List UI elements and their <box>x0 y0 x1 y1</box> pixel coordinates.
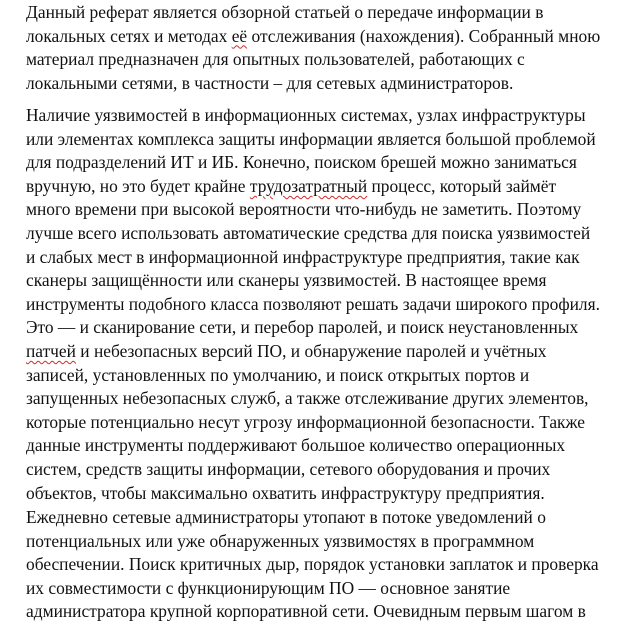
text-line: лучше всего использовать автоматические средства для поиска уязвимостей <box>26 222 591 243</box>
text-line: данные инструменты поддерживают большое количество операционных <box>26 435 566 456</box>
text-line: обеспечении. Поиск критичных дыр, порядок установки заплаток и проверка <box>26 554 599 575</box>
text-line: записей, установленных по умолчанию, и поиск открытых портов и <box>26 364 530 385</box>
text-line: сканеры защищённости или сканеры уязвимостей. В настоящее время <box>26 270 547 291</box>
text-line: Наличие уязвимостей в информационных системах, узлах инфраструктуры <box>26 105 586 125</box>
paragraph-intro <box>26 1 600 95</box>
text-line: которые потенциально несут угрозу информационной безопасности. Также <box>26 411 586 432</box>
text-line: объектов, чтобы максимально охватить инфраструктуру предприятия. <box>26 482 545 503</box>
paragraph-admins <box>26 506 599 624</box>
spellcheck-underlined-word[interactable]: трудозатратный <box>249 175 368 196</box>
spellcheck-underlined-word[interactable]: её <box>231 25 248 46</box>
text-line: локальных сетях и методах её отслеживания (нахождения). Собранный мною <box>26 25 601 46</box>
text-line: Ежедневно сетевые администраторы утопают в потоке уведомлений о <box>26 507 546 527</box>
text-line: запущенных небезопасных служб, а также отслеживание других элементов, <box>26 388 589 409</box>
text-line: администратора крупной корпоративной сети. Очевидным первым шагом в <box>26 601 586 622</box>
text-line: систем, средств защиты информации, сетевого оборудования и прочих <box>26 458 551 479</box>
text-line: материал предназначен для опытных пользователей, работающих с <box>26 49 525 70</box>
paragraph-vulnerabilities <box>26 104 600 505</box>
text-line: локальными сетями, в частности – для сетевых администраторов. <box>26 72 514 93</box>
text-line: Данный реферат является обзорной статьей о передаче информации в <box>26 2 544 22</box>
spellcheck-underlined-word[interactable]: патчей <box>26 340 76 361</box>
text-line: вручную, но это будет крайне трудозатратный процесс, который займёт <box>26 175 557 196</box>
text-line: много времени при высокой вероятности что-нибудь не заметить. Поэтому <box>26 199 582 220</box>
text-line: их совместимости с функционирующим ПО — основное занятие <box>26 577 511 598</box>
text-line: потенциальных или уже обнаруженных уязвимостях в программном <box>26 530 535 551</box>
text-line: или элементах комплекса защиты информации является большой проблемой <box>26 128 596 149</box>
text-line: для подразделений ИТ и ИБ. Конечно, поиском брешей можно заниматься <box>26 152 577 173</box>
text-line: Это — и сканирование сети, и перебор паролей, и поиск неустановленных <box>26 317 579 338</box>
text-line: инструменты подобного класса позволяют решать задачи широкого профиля. <box>26 293 600 314</box>
text-line: патчей и небезопасных версий ПО, и обнаружение паролей и учётных <box>26 340 547 361</box>
text-line: и слабых мест в информационной инфраструктуре предприятия, такие как <box>26 246 580 267</box>
